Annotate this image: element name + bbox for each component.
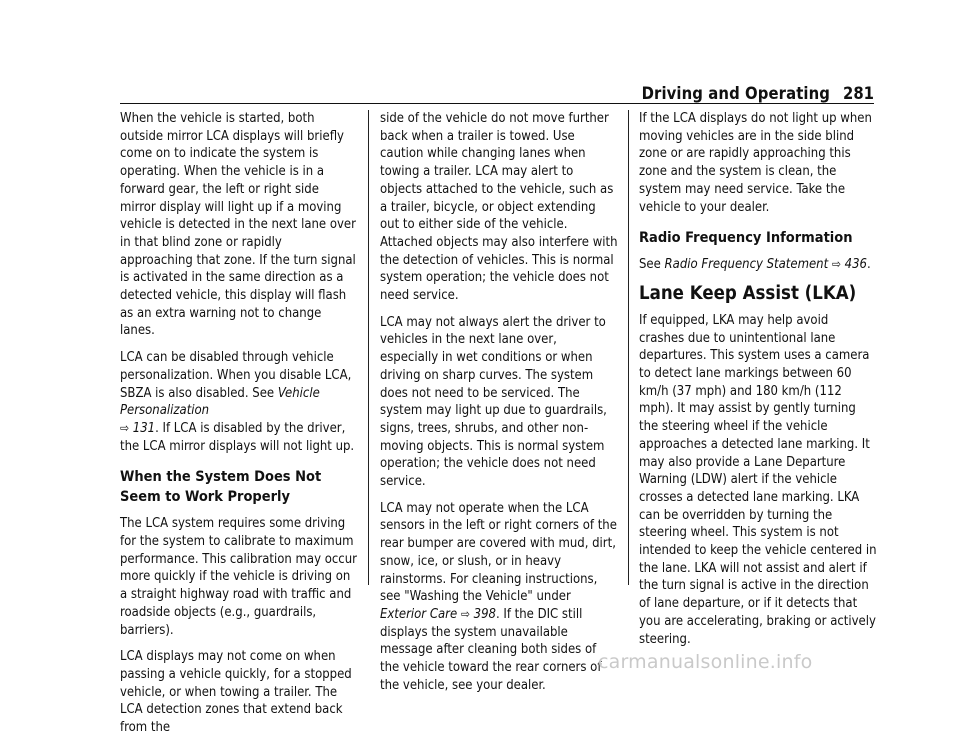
paragraph: LCA can be disabled through vehicle personalization. When you disable LCA, SBZA is also disabled. See Vehicle Personalization ⇨ 131. If LCA is disabled by the driver, the LCA mirror displays will not light up.	[120, 350, 355, 454]
column-divider-2	[628, 110, 629, 585]
paragraph: See Radio Frequency Statement ⇨ 436.	[639, 257, 871, 273]
column-1	[120, 110, 358, 746]
page-number: 281	[843, 84, 874, 103]
subheading: Radio Frequency Information	[639, 230, 853, 247]
column-2	[380, 110, 618, 704]
cross-reference-link[interactable]: Radio Frequency Statement	[664, 257, 829, 273]
paragraph: If equipped, LKA may help avoid crashes due to unintentional lane departures. This system uses a camera to detect lane markings between 60 km/h (37 mph) and 180 km/h (112 mph). It may assist by gently turning the steering wheel if the vehicle approaches a detected lane marking. It may also provide a Lane Departure Warning (LDW) alert if the vehicle crosses a detected lane marking. LKA can be overridden by turning the steering wheel. This system is not intended to keep the vehicle centered in the lane. LKA will not assist and alert if the turn signal is active in the direction of lane departure, or if it detects that you are accelerating, braking or actively steering.	[639, 312, 877, 647]
column-3	[639, 110, 877, 657]
page-reference-arrow-icon: ⇨	[460, 606, 470, 621]
paragraph: The LCA system requires some driving for the system to calibrate to maximum performance. This calibration may occur more quickly if the vehicle is driving on a straight highway road with traffic and roadside objects (e.g., guardrails, barriers).	[120, 516, 357, 638]
section-title: Driving and Operating	[641, 84, 830, 103]
section-heading: Lane Keep Assist (LKA)	[639, 282, 857, 304]
column-divider-1	[368, 110, 369, 585]
paragraph: LCA displays may not come on when passing a vehicle quickly, for a stopped vehicle, or when towing a trailer. The LCA detection zones that extend back from the	[120, 649, 352, 736]
page-header	[0, 84, 960, 108]
paragraph: side of the vehicle do not move further back when a trailer is towed. Use caution while changing lanes when towing a trailer. LCA may alert to objects attached to the vehicle, such as a trailer, bicycle, or object extending out to either side of the vehicle. Attached objects may also interfere with the detection of vehicles. This is normal system operation; the vehicle does not need service.	[380, 111, 618, 304]
page-reference[interactable]: 131	[132, 420, 156, 436]
subheading: When the System Does Not Seem to Work Properly	[120, 469, 322, 506]
cross-reference-link[interactable]: Exterior Care	[380, 606, 458, 622]
paragraph: LCA may not operate when the LCA sensors in the left or right corners of the rear bumper are covered with mud, dirt, snow, ice, or slush, or in heavy rainstorms. For cleaning instructions, see "Washing the Vehicle" under Exterior Care ⇨ 398. If the DIC still displays the system unavailable message after cleaning both sides of the vehicle toward the rear corners of the vehicle, see your dealer.	[380, 500, 617, 693]
paragraph: LCA may not always alert the driver to vehicles in the next lane over, especially in wet conditions or when driving on sharp curves. The system does not need to be serviced. The system may light up due to guardrails, signs, trees, shrubs, and other non-moving objects. This is normal system operation; the vehicle does not need service.	[380, 314, 607, 490]
paragraph: When the vehicle is started, both outside mirror LCA displays will briefly come on to indicate the system is operating. When the vehicle is in a forward gear, the left or right side mirror display will light up if a moving vehicle is detected in the next lane over in that blind zone or rapidly approaching that zone. If the turn signal is activated in the same direction as a detected vehicle, this display will flash as an extra warning not to change lanes.	[120, 111, 356, 339]
page-reference-arrow-icon: ⇨	[831, 257, 841, 272]
paragraph: If the LCA displays do not light up when moving vehicles are in the side blind zone or are rapidly approaching this zone and the system is clean, the system may need service. Take the vehicle to your dealer.	[639, 111, 872, 215]
cross-reference-link[interactable]: Vehicle Personalization	[120, 385, 320, 419]
page-reference[interactable]: 436	[844, 257, 867, 273]
page-reference-arrow-icon: ⇨	[120, 420, 130, 435]
page-reference[interactable]: 398	[473, 606, 496, 622]
watermark: carmanualsonline.info	[598, 651, 813, 673]
header-rule	[120, 103, 874, 104]
